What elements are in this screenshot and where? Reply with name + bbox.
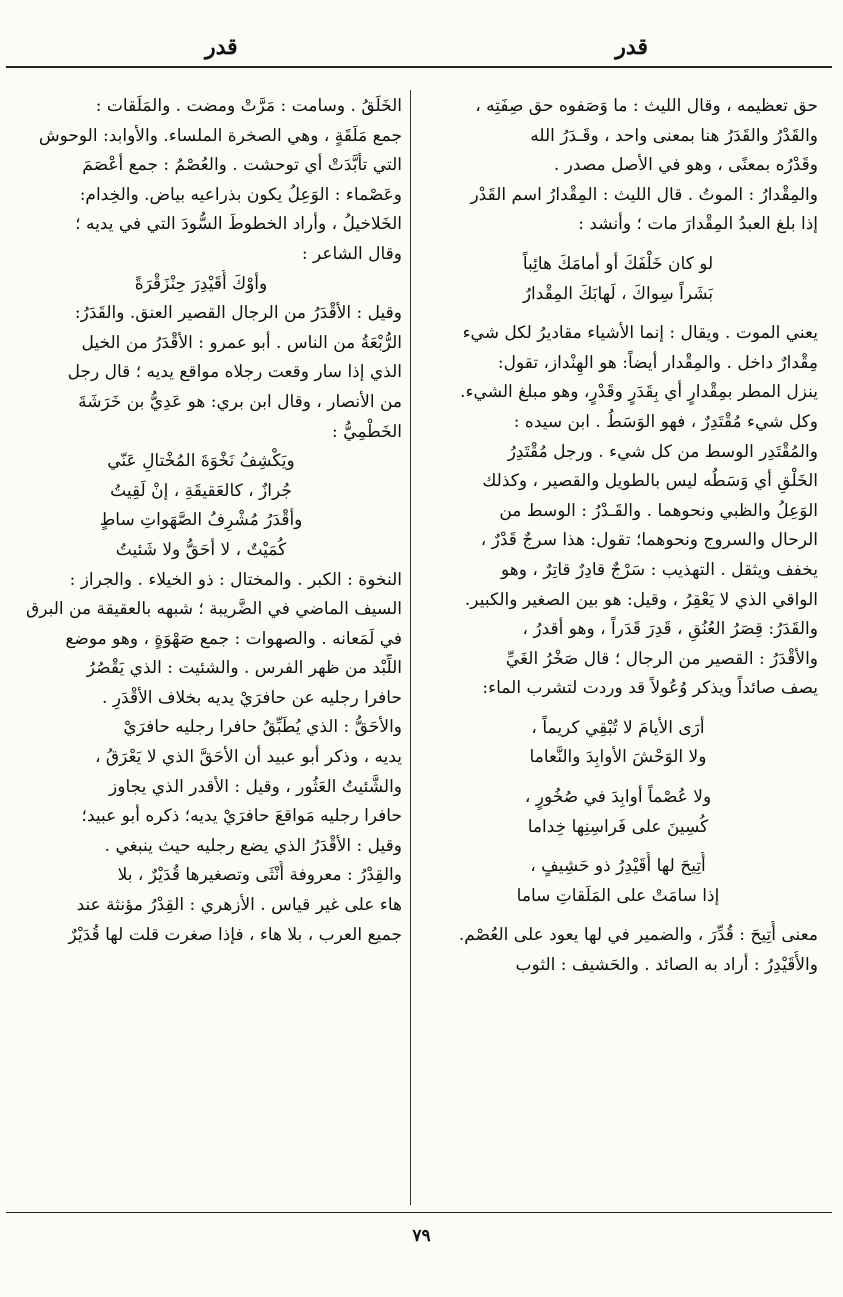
text-line: النخوة : الكبر . والمختال : ذو الخيلاء . والجراز :	[69, 569, 402, 590]
header-rule	[6, 66, 832, 68]
text-line: الرُّبْعَةُ من الناس . أبو عمرو : الأقْدَرُ من الخيل	[81, 332, 402, 353]
text-line: وقيل : الأقْدَرُ من الرجال القصير العنق. والقَدَرُ:	[74, 303, 402, 324]
verse-line: جُرازٌ ، كالعَقيقَةِ ، إنْ لَقِيتُ	[110, 480, 292, 501]
header-word-left: قدر	[205, 34, 238, 60]
text-line: وقيل : الأقْدَرُ الذي يضع رجليه حيث ينبغي .	[104, 835, 402, 856]
text-line: إذا بلغ العبدُ المِقْدارَ مات ؛ وأنشد :	[578, 214, 818, 235]
verse-line: بَشَراً سِواكَ ، لَهابَكَ المِقْدارُ	[522, 283, 714, 304]
text-line: الذي إذا سار وقعت رجلاه مواقع يديه ؛ قال رجل	[67, 362, 402, 383]
text-line: حافرا رجليه عن حافرَيْ يديه بخلاف الأقْدَرِ .	[102, 687, 402, 708]
text-line: التي تأَبَّدَتْ أي توحشت . والعُصْمُ : جمع أعْصَمَ	[82, 155, 402, 176]
verse-line: لو كان خَلْفَكَ أو أمامَكَ هائِباً	[522, 253, 714, 274]
text-line: جميع العرب ، بلا هاء ، فإذا صغرت قلت لها قُدَيْرٌ	[68, 924, 402, 945]
verse-line: وأقْدَرُ مُشْرِفُ الصَّهَواتِ ساطٍ	[99, 510, 303, 531]
text-line: جمع مَلَقَةٍ ، وهي الصخرة الملساء. والأوابد: الوحوش	[38, 125, 402, 146]
text-line: وقَدْرُه بمعنًى ، وهو في الأصل مصدر .	[553, 155, 818, 176]
text-line: الخَلْقِ أي وَسَطُه ليس بالطويل والقصير ، وكذلك	[482, 471, 818, 492]
text-line: الرحال والسروج ونحوهما؛ تقول: هذا سرجٌ قَدْرٌ ،	[480, 530, 818, 551]
text-line: مِقْدارٌ داخل . والمِقْدار أيضاً: هو الهِنْداز، تقول:	[497, 352, 818, 373]
page-number: ٧٩	[412, 1226, 431, 1246]
verse-line: إذا سامَتْ على المَلَقاتِ ساما	[516, 885, 720, 906]
verse-line: ويَكْشِفُ نَخْوَةَ المُخْتالِ عَنّي	[107, 451, 295, 472]
text-line: اللِّبْد من ظهر الفرس . والشئيت : الذي يَقْصُرُ	[86, 658, 402, 679]
verse-line: أُتِيحَ لها أُقَيْدِرُ ذو حَشِيفٍ ،	[530, 856, 706, 877]
text-line: الخَلَقُ . وسامت : مَرَّتْ ومضت . والمَلَقات :	[95, 96, 402, 116]
text-line: والقَدَرُ: قِصَرُ العُنُقِ ، قَدِرَ قَدَراً ، وهو أقدرُ ،	[522, 619, 818, 640]
column-divider	[410, 90, 411, 1205]
text-line: والمِقْدارُ : الموتُ . قال الليث : المِقْدارُ اسم القَدْر	[470, 184, 818, 205]
text-line: والشَّئيتُ العَثُور ، وقيل : الأقدر الذي يجاوز	[109, 776, 402, 797]
text-line: والقَدْرُ والقَدَرُ هنا بمعنى واحد ، وقَـدَرُ الله	[530, 125, 818, 146]
text-line: يصف صائداً ويذكر وُعُولاً قد وردت لتشرب الماء:	[482, 678, 818, 699]
left-column	[0, 92, 402, 950]
verse-line: أرَى الأيامَ لا تُبْقِي كريماً ،	[531, 717, 705, 738]
text-line: من الأنصار ، وقال ابن بري: هو عَدِيُّ بن خَرَشَةَ	[78, 391, 402, 412]
text-line: والأقْدَرُ : القصير من الرجال ؛ قال صَخْرُ الغَيِّ	[505, 648, 818, 669]
header-word-right: قدر	[615, 34, 648, 60]
verse-line: ولا عُصْماً أوابِدَ في صُخُورٍ ،	[524, 787, 712, 808]
verse-line: كُمَيْتٌ ، لا أحَقُّ ولا شَئيتُ	[115, 539, 287, 560]
text-line: وكل شيء مُقْتَدِرٌ ، فهو الوَسَطُ . ابن سيده :	[513, 411, 818, 432]
text-line: يعني الموت . ويقال : إنما الأشياء مقاديرُ لكل شيء	[462, 323, 818, 344]
text-line: ينزل المطر بمِقْدارٍ أي بِقَدَرٍ وقَدْرٍ، وهو مبلغ الشيء.	[460, 382, 818, 403]
text-line: الواقي الذي لا يَعْقِرُ ، وقيل: هو بين الصغير والكبير.	[464, 589, 818, 610]
text-line: والأحَقُّ : الذي يُطَبِّقُ حافرا رجليه حافرَيْ	[123, 717, 402, 738]
verse-line: كُسِينَ على فَراسِنِها خِداما	[527, 816, 709, 837]
text-line: الوَعِلُ والظبي ونحوهما . والقَـدْرُ : الوسط من	[499, 500, 818, 521]
text-line: في لَمَعانه . والصهوات : جمع صَهْوَةٍ ، وهو موضع	[65, 628, 402, 649]
text-line: وقال الشاعر :	[301, 243, 402, 264]
text-line: الخَلاخيلُ ، وأراد الخطوطَ السُّودَ التي في يديه ؛	[75, 214, 402, 235]
text-line: حق تعظيمه ، وقال الليث : ما وَصَفوه حق صِفَتِه ،	[475, 96, 818, 116]
text-line: والقِدْرُ : معروفة أُنْثَى وتصغيرها قُدَيْرٌ ، بلا	[117, 865, 402, 886]
verse-line: وأوْكَ أُقَيْدِرَ حِنْزَقْرَةً	[134, 273, 268, 294]
text-line: والأُقَيْدِرُ : أراد به الصائد . والحَشيف : الثوب	[515, 955, 818, 976]
text-line: معنى أُتِيحَ : قُدِّرَ ، والضمير في لها يعود على العُصْم.	[458, 925, 818, 946]
verse-line: ولا الوَحْشَ الأوابِدَ والنَّعاما	[529, 747, 707, 768]
text-line: يديه ، وذكر أبو عبيد أن الأحَقَّ الذي لا يَعْرَقُ ،	[95, 747, 402, 768]
text-line: والمُقْتَدِر الوسط من كل شيء . ورجل مُقْتَدِرُ	[507, 441, 818, 462]
text-line: هاء على غير قياس . الأزهري : القِدْرُ مؤنثة عند	[76, 895, 402, 916]
text-line: حافرا رجليه مَواقعَ حافرَيْ يديه؛ ذكره أبو عبيد؛	[81, 806, 402, 827]
footer-rule	[6, 1212, 832, 1213]
text-line: يخفف ويثقل . التهذيب : سَرْجٌ قادِرٌ قاتِرٌ ، وهو	[501, 559, 818, 580]
text-line: وعَصْماء : الوَعِلُ يكون بذراعيه بياض. والخِدام:	[79, 184, 402, 205]
text-line: السيف الماضي في الضَّريبة ؛ شبهه بالعقيقة من البرق	[26, 599, 402, 620]
right-column	[418, 92, 818, 981]
text-line: الخَطْمِيُّ :	[332, 421, 402, 442]
